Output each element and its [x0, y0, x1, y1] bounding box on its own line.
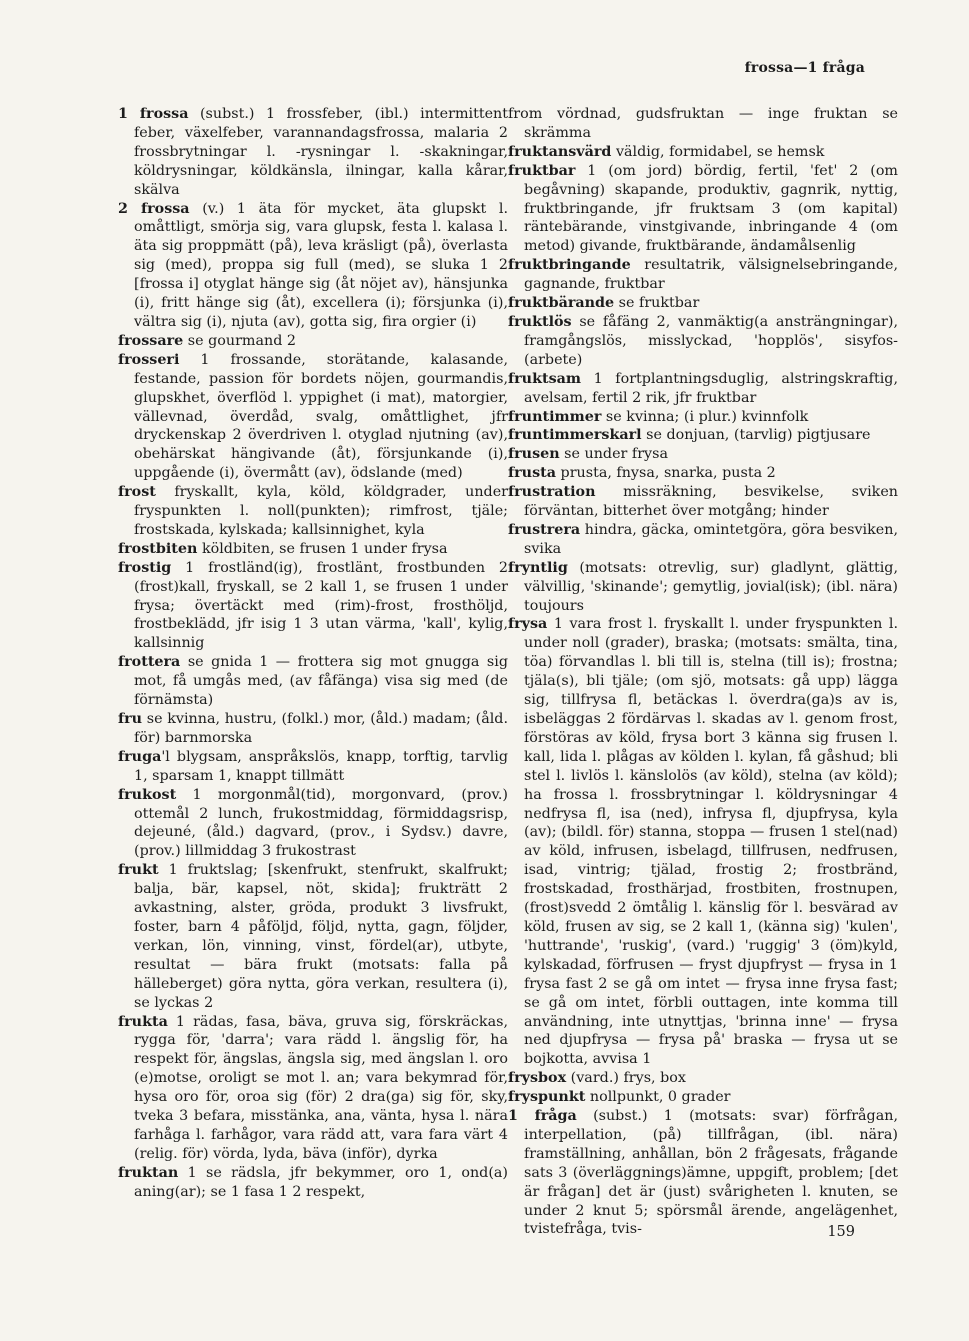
- dictionary-entry: [508, 1088, 898, 1107]
- dictionary-entry: [508, 105, 898, 143]
- headword: frysa: [508, 616, 548, 633]
- headword: fruntimmer: [508, 408, 602, 425]
- headword: fruktbringande: [508, 257, 631, 274]
- dictionary-entry: [508, 483, 898, 521]
- headword: 1 fråga: [508, 1108, 577, 1125]
- dictionary-entry: [508, 445, 898, 464]
- definition: 1 morgonmål(tid), morgonvard, (prov.) ottemål 2 lunch, frukostmiddag, förmiddagsrisp, dejeuné, (åld.) dagvard, (prov., i Sydsv.) davre, (prov.) lillmiddag 3 frukostrast: [134, 786, 508, 860]
- headword: frost: [118, 484, 156, 501]
- definition: hindra, gäcka, omintetgöra, göra besviken, svika: [524, 521, 898, 557]
- dictionary-entry: [118, 1164, 508, 1202]
- definition: 1 frostländ(ig), frostlänt, frostbunden 2 (frost)kall, fryskall, se 2 kall 1, se frusen 1 under frysa; övertäckt med (rim)-frost, frosthöljd, frostbeklädd, jfr isig 1 3 utan värma, 'kall', kylig, kallsinnig: [134, 559, 508, 652]
- definition: se under frysa: [559, 446, 668, 463]
- definition: köldbiten, se frusen 1 under frysa: [197, 540, 448, 557]
- headword: frukt: [118, 862, 159, 879]
- definition: 1 fruktslag; [skenfrukt, stenfrukt, skalfrukt; balja, bär, kapsel, nöt, skida]; frukträtt 2 avkastning, alster, gröda, produkt 3 livsfrukt, foster, barn 4 påföljd, följd, nytta, gagn, följder, verkan, lön, vinning, vinst, fördel(ar), utbyte, resultat — bära frukt (motsats: falla på hälleberget) göra nytta, göra verkan, resultera (i), se lyckas 2: [134, 862, 508, 1011]
- definition: (vard.) frys, box: [566, 1070, 686, 1087]
- dictionary-entry: [118, 559, 508, 654]
- dictionary-entry: [118, 653, 508, 710]
- headword: fruga: [118, 748, 162, 765]
- definition: missräkning, besvikelse, sviken förväntan, bitterhet över motgång; hinder: [524, 484, 898, 520]
- headword: fruktlös: [508, 313, 572, 330]
- dictionary-entry: [508, 559, 898, 616]
- dictionary-entry: [508, 615, 898, 1069]
- dictionary-entry: [508, 1069, 898, 1088]
- headword: 2 frossa: [118, 200, 190, 217]
- definition: (motsats: otrevlig, sur) gladlynt, glättig, välvillig, 'skinande'; gemytlig, jovial(isk); (ibl. nära) toujours: [524, 559, 898, 614]
- definition: se kvinna, hustru, (folkl.) mor, (åld.) madam; (åld. för) barnmorska: [134, 711, 508, 746]
- headword: frukta: [118, 1013, 168, 1030]
- definition: se gourmand 2: [183, 332, 296, 349]
- definition: (subst.) 1 frossfeber, (ibl.) intermittent feber, växelfeber, varannandagsfrossa, malaria 2 frossbrytningar l. -rysningar l. -skakningar, köldrysningar, köldkänsla, ilningar, kalla kårar, skälva: [134, 106, 508, 198]
- definition: fryskallt, kyla, köld, köldgrader, under fryspunkten l. noll(punkten); rimfrost, tjäle; frostskada, kylskada; kallsinnighet, kyla: [134, 484, 508, 538]
- dictionary-entry: [508, 408, 898, 427]
- dictionary-entry: [118, 748, 508, 786]
- left-column: [118, 105, 508, 1202]
- headword: frottera: [118, 654, 181, 671]
- definition: nollpunkt, 0 grader: [585, 1089, 731, 1106]
- dictionary-entry: [508, 521, 898, 559]
- running-head: frossa—1 fråga: [744, 60, 865, 76]
- headword: 1 frossa: [118, 106, 189, 122]
- headword: frostbiten: [118, 540, 198, 557]
- definition: 1 se rädsla, jfr bekymmer, oro 1, ond(a) aning(ar); se 1 fasa 1 2 respekt,: [134, 1164, 508, 1200]
- dictionary-entry: [508, 162, 898, 257]
- definition: 'l blygsam, anspråkslös, knapp, torftig, tarvlig 1, sparsam 1, knappt tillmätt: [134, 748, 508, 784]
- definition: 1 rädas, fasa, bäva, gruva sig, förskräckas, rygga för, 'darra'; vara rädd l. ängslig för, ha respekt för, ängslas, ängsla sig, med ängslan l. oro (e)motse, oroligt se mot l. an; vara bekymrad för, hysa oro för, oroa sig (för) 2 dra(ga) sig för, sky, tveka 3 befara, misstänka, ana, vänta, hysa l. nära farhåga l. farhågor, vara rädd att, vara fara värt 4 (relig. för) vörda, lyda, bäva (inför), dyrka: [134, 1013, 508, 1162]
- dictionary-entry: [118, 351, 508, 483]
- headword: frusta: [508, 465, 556, 482]
- dictionary-entry: [508, 313, 898, 370]
- definition: väldig, formidabel, se hemsk: [611, 143, 825, 160]
- dictionary-entry: [508, 294, 898, 313]
- headword: fru: [118, 711, 143, 727]
- definition: se kvinna; (i plur.) kvinnfolk: [601, 408, 809, 425]
- headword: fruktan: [118, 1164, 179, 1181]
- dictionary-entry: [118, 710, 508, 748]
- definition: 1 frossande, storätande, kalasande, festande, passion för bordets nöjen, gourmandis, glupskhet, överflöd l. yppighet (i mat), matorgier, vällevnad, överdåd, svalg, omåttlighet, jfr dryckenskap 2 överdriven l. otyglad njutning (av), obehärskat hängivande (åt), försjunkande (i), uppgående (i), övermått (av), ödslande (med): [134, 351, 508, 482]
- dictionary-entry: [508, 464, 898, 483]
- headword: fruntimmerskarl: [508, 427, 642, 444]
- dictionary-entry: [508, 426, 898, 445]
- definition: 1 vara frost l. fryskallt l. under fryspunkten l. under noll (grader), braska; (motsats: smälta, tina, töa) förvandlas l. bli till is, stelna (till is); frostna; tjäla(s), bli tjäle; (om sjö, motsats: gå upp) lägga sig, tillfrysa ﬂ, betäckas l. överdra(ga)s av is, isbeläggas 2 fördärvas l. skadas av l. genom frost, förstöras av köld, frysa bort 3 känna sig frusen l. kall, lida l. plågas av kölden l. kylan, få gåshud; bli stel l. livlös l. känslolös (av köld), stelna (av köld); ha frossa l. frossbrytningar l. köldrysningar 4 nedfrysa ﬂ, isa (ned), infrysa ﬂ, djupfrysa, kyla (av); (bildl. för) stanna, stoppa — frusen 1 stel(nad) av köld, infrusen, isbelagd, tillfrusen, nedfrusen, isad, vintrig; tjälad, frostig 2; frostbränd, frostskadad, frosthärjad, frostbiten, frostnupen, (frost)svedd 2 ömtålig l. känslig för l. besvärad av köld, frusen av sig, se 2 kall 1, (känna sig) 'kulen', 'huttrande', 'ruskig', (vard.) 'ruggig' 3 (öm)kyld, kylskadad, förfrusen — fryst djupfryst — frysa in 1 frysa fast 2 se gå om intet — frysa inne frysa fast; se gå om intet, förbli outtagen, inte komma till användning, inte utnyttjas, 'brinna inne' — frysa ned djupfrysa — frysa på' braska — frysa ut se bojkotta, avvisa 1: [524, 616, 898, 1068]
- dictionary-entry: [118, 861, 508, 1012]
- definition: se donjuan, (tarvlig) pigtjusare: [641, 427, 871, 444]
- dictionary-entry: [118, 786, 508, 862]
- definition: (subst.) 1 (motsats: svar) förfrågan, interpellation, (på) tillfrågan, (ibl. nära) framställning, anhållan, bön 2 frågesats, frågande sats 3 (överläggnings)ämne, uppgift, problem; [det är frågan] det är (just) svårigheten l. knuten, se under 2 knut 5; spörsmål ärende, angelägenhet, tvistefråga, tvis-: [524, 1108, 898, 1238]
- headword: fryspunkt: [508, 1089, 586, 1106]
- definition: se fruktbar: [614, 295, 700, 312]
- headword: frusen: [508, 446, 560, 463]
- headword: frustration: [508, 484, 596, 501]
- dictionary-entry: [508, 1107, 898, 1239]
- headword: frukost: [118, 786, 177, 803]
- dictionary-entry: [118, 105, 508, 200]
- headword: frustrera: [508, 521, 581, 538]
- definition: prusta, fnysa, snarka, pusta 2: [556, 465, 776, 482]
- dictionary-entry: [118, 483, 508, 540]
- headword: frossare: [118, 332, 184, 349]
- definition: from vördnad, gudsfruktan — inge fruktan se skrämma: [508, 106, 898, 141]
- headword: fruktansvärd: [508, 143, 612, 160]
- right-column: [508, 105, 898, 1239]
- headword: frysbox: [508, 1070, 567, 1087]
- headword: frostig: [118, 559, 172, 576]
- dictionary-entry: [118, 200, 508, 332]
- definition: resultatrik, välsignelsebringande, gagnande, fruktbar: [524, 257, 898, 293]
- dictionary-entry: [118, 332, 508, 351]
- definition: 1 (om jord) bördig, fertil, 'fet' 2 (om begåvning) skapande, produktiv, gagnrik, nyttig, fruktbringande, jfr fruktsam 3 (om kapital) räntebärande, vinstgivande, inbringande 4 (om metod) givande, fruktbärande, ändamålsenlig: [524, 162, 898, 255]
- definition: (v.) 1 äta för mycket, äta glupskt l. omåttligt, smörja sig, vara glupsk, festa l. kalasa l. äta sig proppmätt (på), leva kräsligt (på), överlasta sig (med), proppa sig full (med), se sluka 1 2 [frossa i] otyglat hänge sig (åt nöjet av), hänsjunka (i), fritt hänge sig (åt), excellera (i); försjunka (i), vältra sig (i), njuta (av), gotta sig, fira orgier (i): [134, 200, 508, 330]
- dictionary-entry: [118, 1013, 508, 1164]
- definition: se gnida 1 — frottera sig mot gnugga sig mot, få umgås med, (av fåfänga) visa sig med (de förnämsta): [134, 654, 508, 709]
- definition: 1 fortplantningsduglig, alstringskraftig, avelsam, fertil 2 rik, jfr fruktbar: [524, 370, 898, 406]
- headword: fruktsam: [508, 370, 582, 387]
- dictionary-entry: [508, 256, 898, 294]
- dictionary-entry: [118, 540, 508, 559]
- headword: fryntlig: [508, 559, 568, 576]
- dictionary-entry: [508, 370, 898, 408]
- headword: fruktbar: [508, 162, 576, 179]
- headword: fruktbärande: [508, 295, 615, 312]
- dictionary-entry: [508, 143, 898, 162]
- page-number: 159: [827, 1224, 855, 1240]
- definition: se fåfäng 2, vanmäktig(a ansträngningar), framgångslös, misslyckad, 'hopplös', sisyfos- (arbete): [524, 313, 898, 368]
- headword: frosseri: [118, 351, 180, 368]
